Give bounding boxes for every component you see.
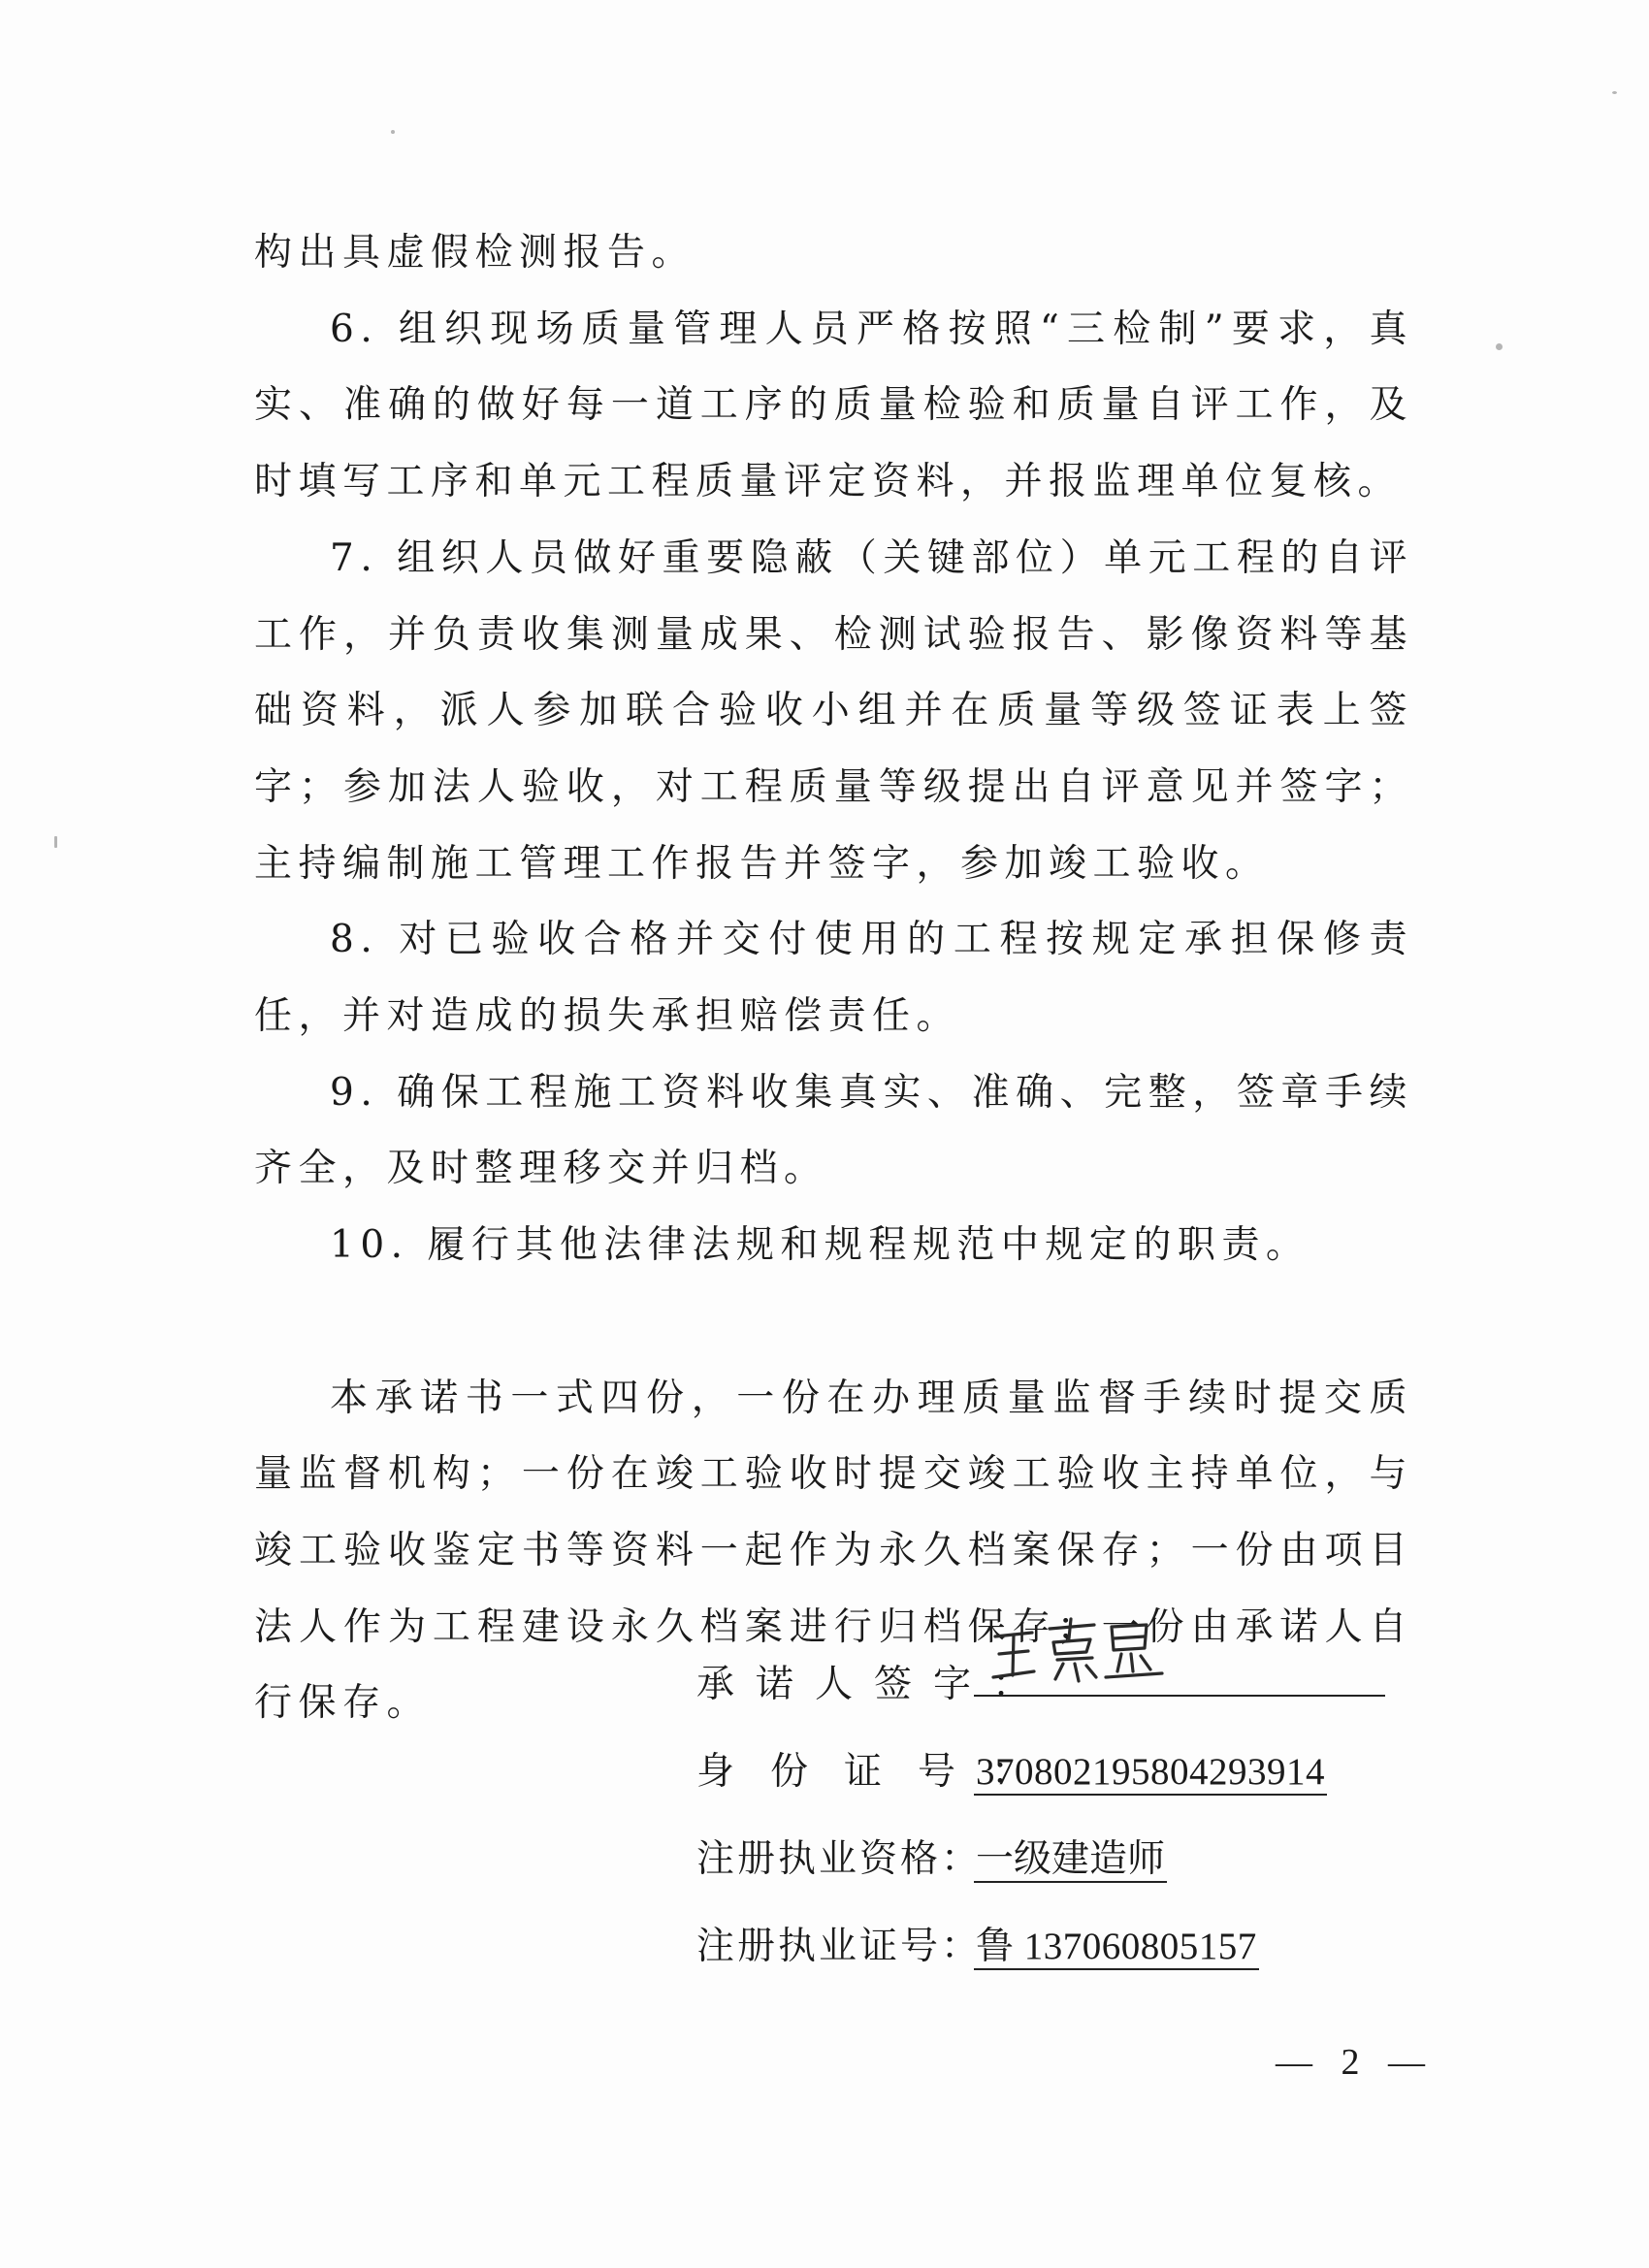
signer-label: 承诺人签字：: [696, 1663, 1052, 1706]
certificate-label: 注册执业证号：: [696, 1925, 983, 1968]
scan-speck: [1612, 91, 1617, 94]
certificate-row: [696, 1903, 1434, 1991]
paragraph-item-8: 8. 对已验收合格并交付使用的工程按规定承担保修责任，并对造成的损失承担赔偿责任。: [254, 918, 1413, 1039]
qualification-row: [696, 1816, 1434, 1903]
scan-speck: [391, 130, 395, 134]
id-number-value: 370802195804293914: [974, 1751, 1327, 1796]
scan-speck: [1496, 343, 1503, 350]
paragraph-item-7: 7. 组织人员做好重要隐蔽（关键部位）单元工程的自评工作，并负责收集测量成果、检测试验报告、影像资料等基础资料，派人参加联合验收小组并在质量等级签证表上签字；参加法人验收，对工程质量等级提出自评意见并签字；主持编制施工管理工作报告并签字，参加竣工验收。: [254, 535, 1413, 886]
paragraph-item-9: 9. 确保工程施工资料收集真实、准确、完整，签章手续齐全，及时整理移交并归档。: [254, 1070, 1413, 1191]
paragraph-item-6: 6. 组织现场质量管理人员严格按照“三检制”要求，真实、准确的做好每一道工序的质量检验和质量自评工作，及时填写工序和单元工程质量评定资料，并报监理单位复核。: [254, 307, 1413, 504]
id-label: 身份证号：: [696, 1750, 1066, 1794]
signer-row: [696, 1641, 1434, 1729]
certificate-number-value: 鲁 137060805157: [974, 1926, 1259, 1970]
paragraph-continuation: 构出具虚假检测报告。: [254, 231, 696, 275]
paragraph-copies-statement: 本承诺书一式四份，一份在办理质量监督手续时提交质量监督机构；一份在竣工验收时提交竣工验收主持单位，与竣工验收鉴定书等资料一起作为永久档案保存；一份由项目法人作为工程建设永久档案进行归档保存；一份由承诺人自行保存。: [254, 1376, 1413, 1726]
signature-block: [696, 1641, 1434, 1991]
id-row: [696, 1729, 1434, 1816]
document-body: [254, 215, 1413, 1742]
page-number: — 2 —: [1276, 2042, 1435, 2083]
signature-field: [974, 1652, 1385, 1697]
qualification-label: 注册执业资格：: [696, 1837, 983, 1881]
paragraph-item-10: 10. 履行其他法律法规和规程规范中规定的职责。: [330, 1223, 1310, 1268]
qualification-value: 一级建造师: [976, 1837, 1166, 1881]
handwritten-signature: [986, 1615, 1180, 1693]
scan-speck: [54, 836, 57, 848]
